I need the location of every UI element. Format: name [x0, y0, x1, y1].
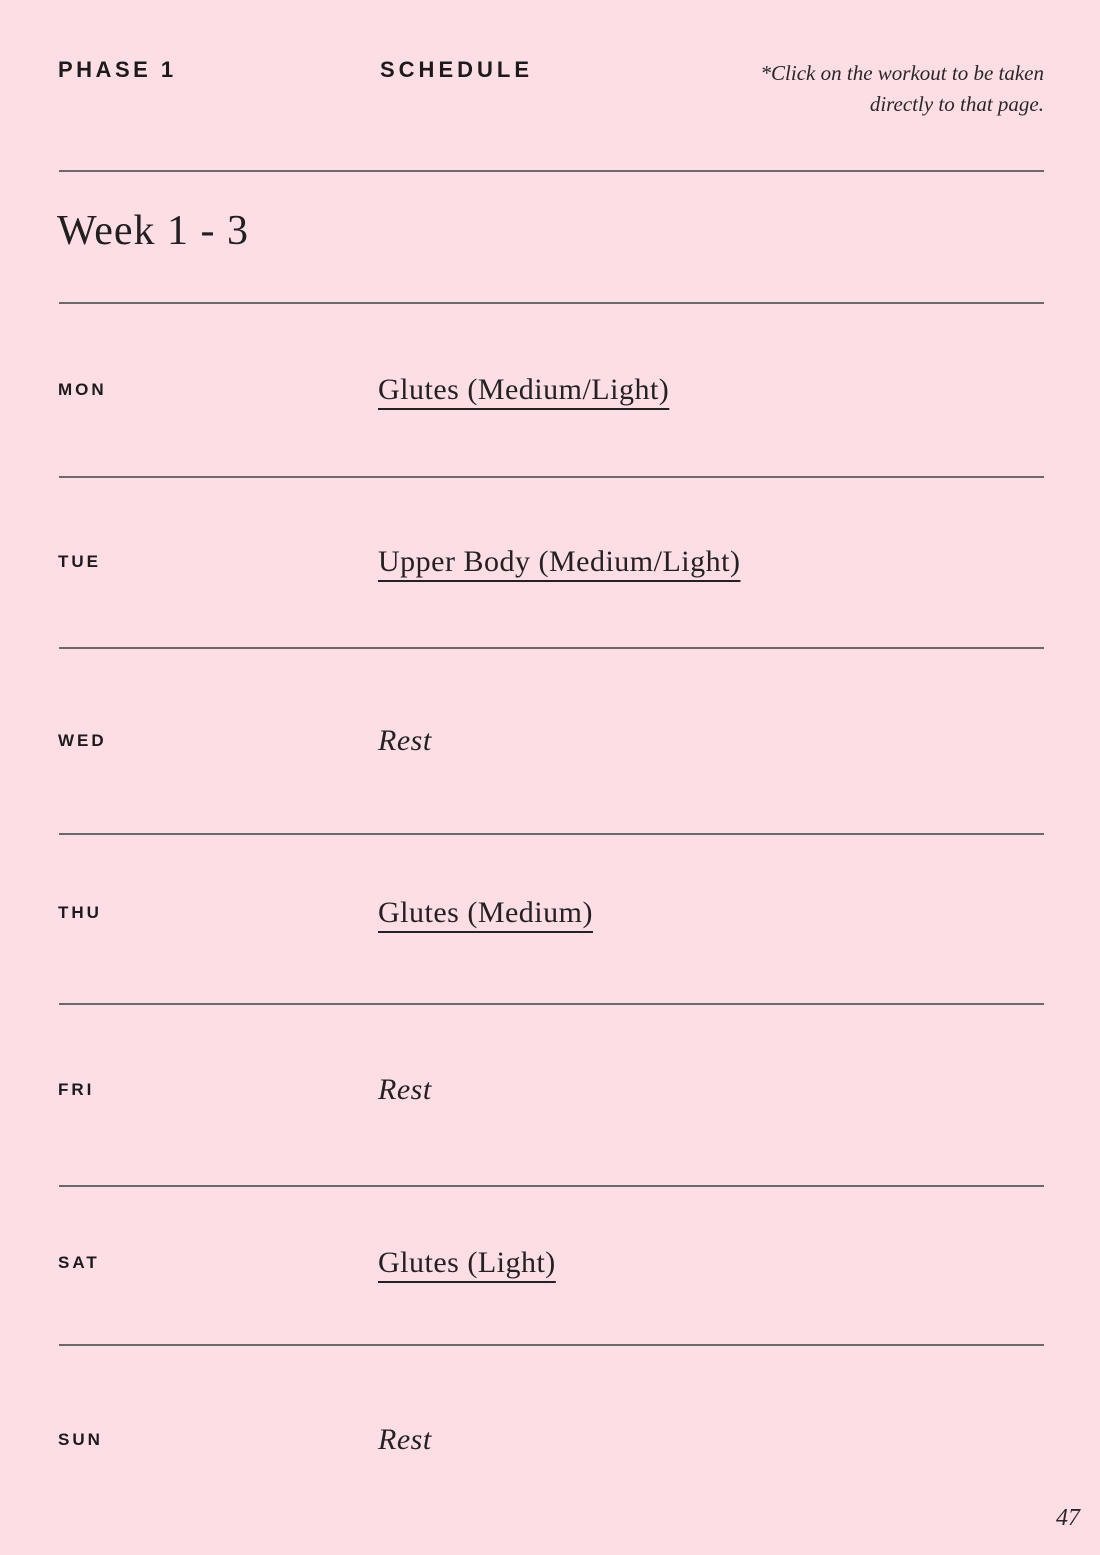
day-label-sun: SUN [58, 1430, 103, 1449]
divider [59, 302, 1044, 304]
day-label-fri: FRI [58, 1080, 95, 1099]
day-label-tue: TUE [58, 552, 101, 571]
rest-label: Rest [378, 1423, 432, 1456]
divider [59, 170, 1044, 172]
schedule-row-mon [58, 365, 1044, 415]
click-note [684, 58, 1044, 120]
schedule-row-tue [58, 537, 1044, 587]
divider [59, 647, 1044, 649]
divider [59, 1185, 1044, 1187]
rest-label: Rest [378, 724, 432, 757]
schedule-row-wed [58, 716, 1044, 766]
rest-label: Rest [378, 1073, 432, 1106]
day-label-mon: MON [58, 380, 107, 399]
workout-link-glutes-medium-light[interactable]: Glutes (Medium/Light) [378, 373, 670, 406]
week-heading: Week 1 - 3 [57, 208, 250, 254]
divider [59, 833, 1044, 835]
schedule-row-sun [58, 1415, 1044, 1465]
workout-link-glutes-light[interactable]: Glutes (Light) [378, 1246, 556, 1279]
day-label-thu: THU [58, 903, 102, 922]
schedule-row-sat [58, 1238, 1044, 1288]
workout-link-upper-body-medium-light[interactable]: Upper Body (Medium/Light) [378, 545, 741, 578]
click-note-line2: directly to that page. [869, 92, 1044, 116]
day-label-sat: SAT [58, 1253, 100, 1272]
workout-link-glutes-medium[interactable]: Glutes (Medium) [378, 896, 593, 929]
phase-label: PHASE 1 [58, 57, 177, 82]
day-label-wed: WED [58, 731, 107, 750]
click-note-line1: *Click on the workout to be taken [760, 61, 1044, 85]
divider [59, 476, 1044, 478]
schedule-title: SCHEDULE [380, 57, 534, 82]
divider [59, 1003, 1044, 1005]
schedule-row-fri [58, 1065, 1044, 1115]
divider [59, 1344, 1044, 1346]
schedule-row-thu [58, 888, 1044, 938]
page-number: 47 [1056, 1505, 1080, 1531]
